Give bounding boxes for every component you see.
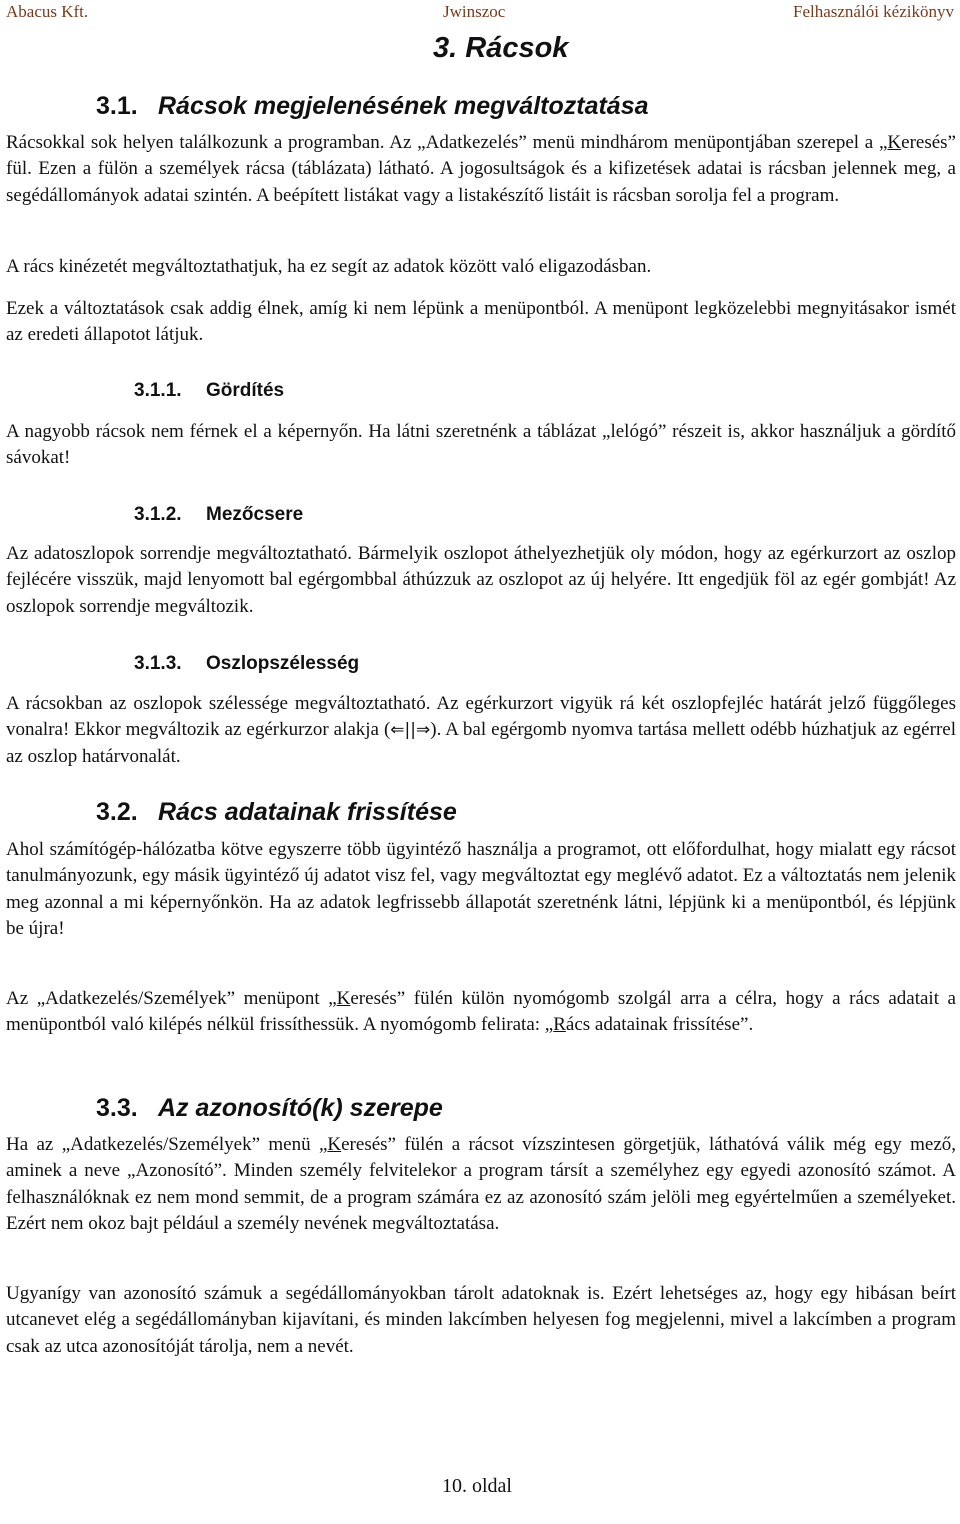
subsection-number: 3.1.3. [134, 653, 182, 674]
paragraph-3-1-3 [6, 691, 956, 770]
paragraph-3-2-network: Ahol számítógép-hálózatba kötve egyszerre több ügyintéző használja a programot, ott előfordulhat, hogy mialatt egy rácsot tanulmányozunk, egy másik ügyintéző új adatot visz fel, vagy megváltoztat egy meglévő adatot. Ez a változtatás nem jelenik meg azonnal a mi képernyőnkön. Ha az adatok legfrissebb állapotát szeretnénk látni, lépjünk ki a menüpontból, és lépjünk be újra! [6, 839, 956, 939]
subsection-number: 3.1.1. [134, 380, 182, 401]
text-run: A rácsokban az oszlopok szélessége megváltoztatható. Az egérkurzort vigyük rá két oszlopfejléc határát jelző függőleges vonalra! Ekkor megváltozik az egérkurzor alakja ( [6, 693, 956, 741]
mnemonic-letter: K [887, 132, 902, 153]
section-title: Rács adatainak frissítése [158, 798, 457, 826]
section-heading-3-1 [96, 92, 649, 121]
resize-cursor-icon: ⇐||⇒ [390, 720, 431, 741]
section-title: Az azonosító(k) szerepe [158, 1094, 443, 1122]
section-title: Rácsok megjelenésének megváltoztatása [158, 92, 649, 120]
section-number: 3.3. [96, 1094, 138, 1122]
text-run: eresés” fül. Ezen a fülön a személyek rácsa (táblázata) látható. A jogosultságok és a kifizetések adatai is rácsban jelennek meg, a segédállományok adatai szintén. A beépített listákat vagy a listakészítő listáit is rácsban sorolja fel a program. [6, 132, 956, 206]
subsection-title: Oszlopszélesség [206, 653, 360, 674]
text-run: Ha az „Adatkezelés/Személyek” menü „ [6, 1134, 328, 1155]
text-run: Az „Adatkezelés/Személyek” menüpont „ [6, 988, 337, 1009]
section-heading-3-2 [96, 798, 457, 827]
header-company: Abacus Kft. [6, 2, 89, 21]
chapter-title: 3. Rácsok [433, 32, 569, 64]
text-run: ). A bal egérgomb nyomva tartása mellett odébb húzhatjuk az egérrel az oszlop határvonalát. [6, 719, 956, 767]
text-run: Rácsokkal sok helyen találkozunk a programban. Az „Adatkezelés” menü mindhárom menüpontjában szerepel a „ [6, 132, 888, 153]
paragraph-3-1-intro [6, 130, 956, 209]
text-run: ács adatainak frissítése”. [565, 1014, 754, 1036]
subsection-heading-3-1-2 [134, 504, 303, 526]
text-run: eresés” fülén külön nyomógomb szolgál arra a célra, hogy a rács adatait a menüpontból való kilépés nélkül frissíthessük. A nyomógomb felirata: „ [6, 988, 956, 1036]
section-heading-3-3 [96, 1094, 443, 1123]
paragraph-3-1-changes: Ezek a változtatások csak addig élnek, amíg ki nem lépünk a menüpontból. A menüpont legközelebbi megnyitásakor ismét az eredeti állapotot látjuk. [6, 298, 956, 346]
section-number: 3.1. [96, 92, 138, 120]
paragraph-3-2-refresh-button [6, 986, 956, 1039]
paragraph-3-1-appearance: A rács kinézetét megváltoztathatjuk, ha ez segít az adatok között való eligazodásban. [6, 256, 652, 277]
subsection-heading-3-1-3 [134, 653, 359, 675]
subsection-number: 3.1.2. [134, 504, 182, 525]
header-product: Jwinszoc [443, 2, 506, 21]
subsection-title: Gördítés [206, 380, 285, 401]
page-number: 10. oldal [442, 1475, 512, 1497]
paragraph-3-1-2: Az adatoszlopok sorrendje megváltoztatható. Bármelyik oszlopot áthelyezhetjük oly módon, hogy az egérkurzort az oszlop fejlécére visszük, majd lenyomott bal egérgombbal áthúzzuk az oszlopot az új helyére. Itt engedjük föl az egér gombját! Az oszlopok sorrendje megváltozik. [6, 543, 956, 617]
paragraph-3-3-auxiliary: Ugyanígy van azonosító számuk a segédállományokban tárolt adatoknak is. Ezért lehetséges az, hogy egy hibásan beírt utcanevet elég a segédállományban kijavítani, és minden lakcímben helyesen fog megjelenni, mivel a lakcímben a program csak az utca azonosítóját tárolja, nem a nevét. [6, 1283, 956, 1357]
paragraph-3-1-1: A nagyobb rácsok nem férnek el a képernyőn. Ha látni szeretnénk a táblázat „lelógó” részeit is, akkor használjuk a gördítő sávokat! [6, 421, 956, 469]
subsection-title: Mezőcsere [206, 504, 304, 525]
subsection-heading-3-1-1 [134, 380, 284, 402]
mnemonic-letter: K [336, 988, 351, 1009]
text-run: eresés” fülén a rácsot vízszintesen görgetjük, láthatóvá válik még egy mező, aminek a neve „Azonosító”. Minden személy felvitelekor a program társít a személyhez egy egyedi azonosító számot. A felhasználóknak ez nem mond semmit, de a program számára ez az azonosító szám jelöli meg egyértelműen a személyeket. Ezért nem okoz bajt például a személy nevének megváltoztatása. [6, 1134, 956, 1234]
mnemonic-letter: K [327, 1134, 342, 1155]
section-number: 3.2. [96, 798, 138, 826]
paragraph-3-3-identifier [6, 1132, 956, 1237]
header-doc-title: Felhasználói kézikönyv [793, 2, 954, 21]
mnemonic-letter: R [553, 1014, 566, 1036]
